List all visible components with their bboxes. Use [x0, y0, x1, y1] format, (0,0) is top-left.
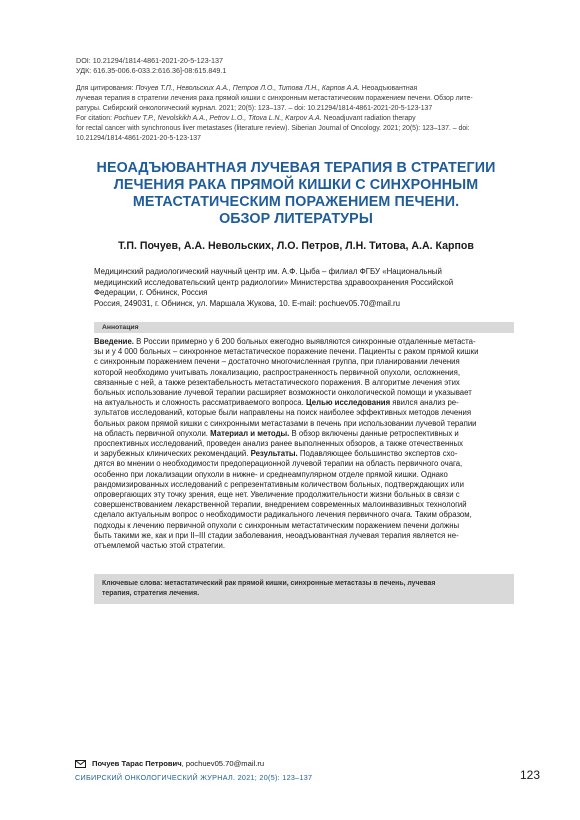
abstract-line: Введение. В России примерно у 6 200 больных ежегодно выявляются синхронные отдаленные метаста-: [94, 337, 476, 346]
abstract-line: зы и у 4 000 больных – синхронное метастатическое поражение печени. Пациенты с раком прямой кишки: [94, 347, 479, 357]
abstract-line: проспективных исследований, проведен анализ ранее выполненных обзоров, а также отечественных: [94, 439, 464, 449]
title-line: ОБЗОР ЛИТЕРАТУРЫ: [219, 211, 373, 227]
title-line: ЛЕЧЕНИЯ РАКА ПРЯМОЙ КИШКИ С СИНХРОННЫМ: [113, 177, 479, 193]
abstract-line: больных раком прямой кишки с синхронными метастазами в печень при использовании лучевой терапии: [94, 418, 477, 428]
citation-line: for rectal cancer with synchronous liver metastases (literature review). Siberian Journal of Oncology. 2021; 20(5): 123–137. – doi:: [76, 125, 470, 132]
abstract-line: отъемлемой частью этой стратегии.: [94, 541, 226, 551]
page-number: 123: [520, 768, 541, 782]
article-identifiers: [76, 56, 516, 76]
correspondence-email[interactable]: , pochuev05.70@mail.ru: [181, 759, 265, 768]
authors: Т.П. Почуев, А.А. Невольских, Л.О. Петров, Л.Н. Титова, А.А. Карпов: [118, 240, 474, 252]
abstract-line: больных использование лучевой терапии расширяет возможности онкологической помощи и указывает: [94, 388, 472, 398]
affiliation-line: медицинский исследовательский центр радиологии» Министерства здравоохранения Российской: [94, 277, 454, 287]
affiliation-line: Федерации, г. Обнинск, Россия: [94, 288, 208, 297]
abstract-text: [94, 337, 514, 551]
abstract-line: и зарубежных клинических рекомендаций. Результаты. Подавляющее большинство экспертов схо-: [94, 449, 458, 459]
title-line: МЕТАСТАТИЧЕСКИМ ПОРАЖЕНИЕМ ПЕЧЕНИ.: [132, 194, 460, 210]
citation-line: For citation: Pochuev T.P., Nevolskikh A.A., Petrov L.O., Titova L.N., Karpov A.A. Neoadjuvant radiation therapy: [76, 115, 416, 122]
abstract-line: с синхронным поражением печени – достаточно многочисленная группа, при планировании лечения: [94, 357, 460, 367]
doi-line: DOI: 10.21294/1814-4861-2021-20-5-123-137: [76, 56, 224, 65]
abstract-line: зультатов исследований, которые были направлены на поиск наиболее эффективных методов лечения: [94, 408, 472, 418]
correspondence: [75, 759, 264, 768]
envelope-icon: [75, 760, 86, 768]
affiliation-line: Медицинский радиологический научный центр им. А.Ф. Цыба – филиал ФГБУ «Национальный: [94, 267, 442, 276]
udc-line: УДК: 616.35-006.6-033.2:616.36]-08:615.849.1: [76, 66, 227, 75]
keywords-box: [94, 574, 514, 604]
keywords-line: терапия, стратегия лечения.: [102, 590, 200, 597]
abstract-line: на актуальность и сложность рассматриваемого вопроса. Целью исследования явился анализ ре-: [94, 398, 459, 408]
abstract-line: совершенствованием лекарственной терапии, внедрением современных малоинвазивных технологий: [94, 500, 467, 510]
citation-en: [76, 114, 516, 144]
abstract-line: которой необходимо учитывать локализацию, распространенность первичной опухоли, осложнения,: [94, 367, 461, 377]
affiliation: [94, 267, 514, 309]
article-title: [76, 160, 516, 228]
citation-line: Для цитирования: Почуев Т.П., Невольских А.А., Петров Л.О., Титова Л.Н., Карпов А.А. Неоадъювантная: [76, 85, 418, 92]
citation-block: [76, 84, 516, 144]
keywords-line: Ключевые слова: метастатический рак прямой кишки, синхронные метастазы в печень, лучевая: [102, 580, 436, 587]
abstract-line: на область первичной опухоли. Материал и методы. В обзор включены данные ретроспективных и: [94, 428, 459, 438]
abstract-line: дятся во мнении о необходимости предоперационной лучевой терапии на область первичного очага,: [94, 459, 463, 469]
abstract-line: особенно при локализации опухоли в нижне- и среднеампулярном отделе прямой кишки. Однако: [94, 469, 448, 479]
abstract-line: быть такими же, как и при II–III стадии заболевания, неоадъювантная лучевая терапия является не-: [94, 530, 459, 540]
citation-line: лучевая терапия в стратегии лечения рака прямой кишки с синхронным метастатическим поражением печени. Обзор лите-: [76, 95, 473, 102]
abstract-line: связанные с ней, а также резектабельность метастатического поражения. В алгоритме лечения этих: [94, 377, 460, 387]
journal-footer: СИБИРСКИЙ ОНКОЛОГИЧЕСКИЙ ЖУРНАЛ. 2021; 20(5): 123–137: [75, 773, 313, 782]
abstract-line: опровергающих эту точку зрения, еще нет. Увеличение продолжительности жизни больных в связи с: [94, 490, 460, 500]
correspondence-name: Почуев Тарас Петрович: [92, 759, 182, 768]
annotation-header: Аннотация: [94, 322, 514, 333]
abstract-line: подходы к лечению первичной опухоли с синхронным метастатическим поражением печени должны: [94, 520, 460, 530]
title-line: НЕОАДЪЮВАНТНАЯ ЛУЧЕВАЯ ТЕРАПИЯ В СТРАТЕГИИ: [96, 160, 496, 176]
citation-line: ратуры. Сибирский онкологический журнал. 2021; 20(5): 123–137. – doi: 10.21294/1814-4861-2021-20-5-123-137: [76, 105, 433, 112]
abstract-line: рандомизированных исследований с репрезентативным количеством больных, подтверждающих или: [94, 479, 464, 489]
abstract-line: сделало актуальным вопрос о необходимости радикального лечения первичного очага. Таким образом,: [94, 510, 472, 520]
affiliation-line: Россия, 249031, г. Обнинск, ул. Маршала Жукова, 10. E-mail: pochuev05.70@mail.ru: [94, 298, 401, 308]
correspondence-text: [92, 759, 264, 768]
citation-ru: [76, 84, 516, 114]
citation-line: 10.21294/1814-4861-2021-20-5-123-137: [76, 135, 201, 142]
